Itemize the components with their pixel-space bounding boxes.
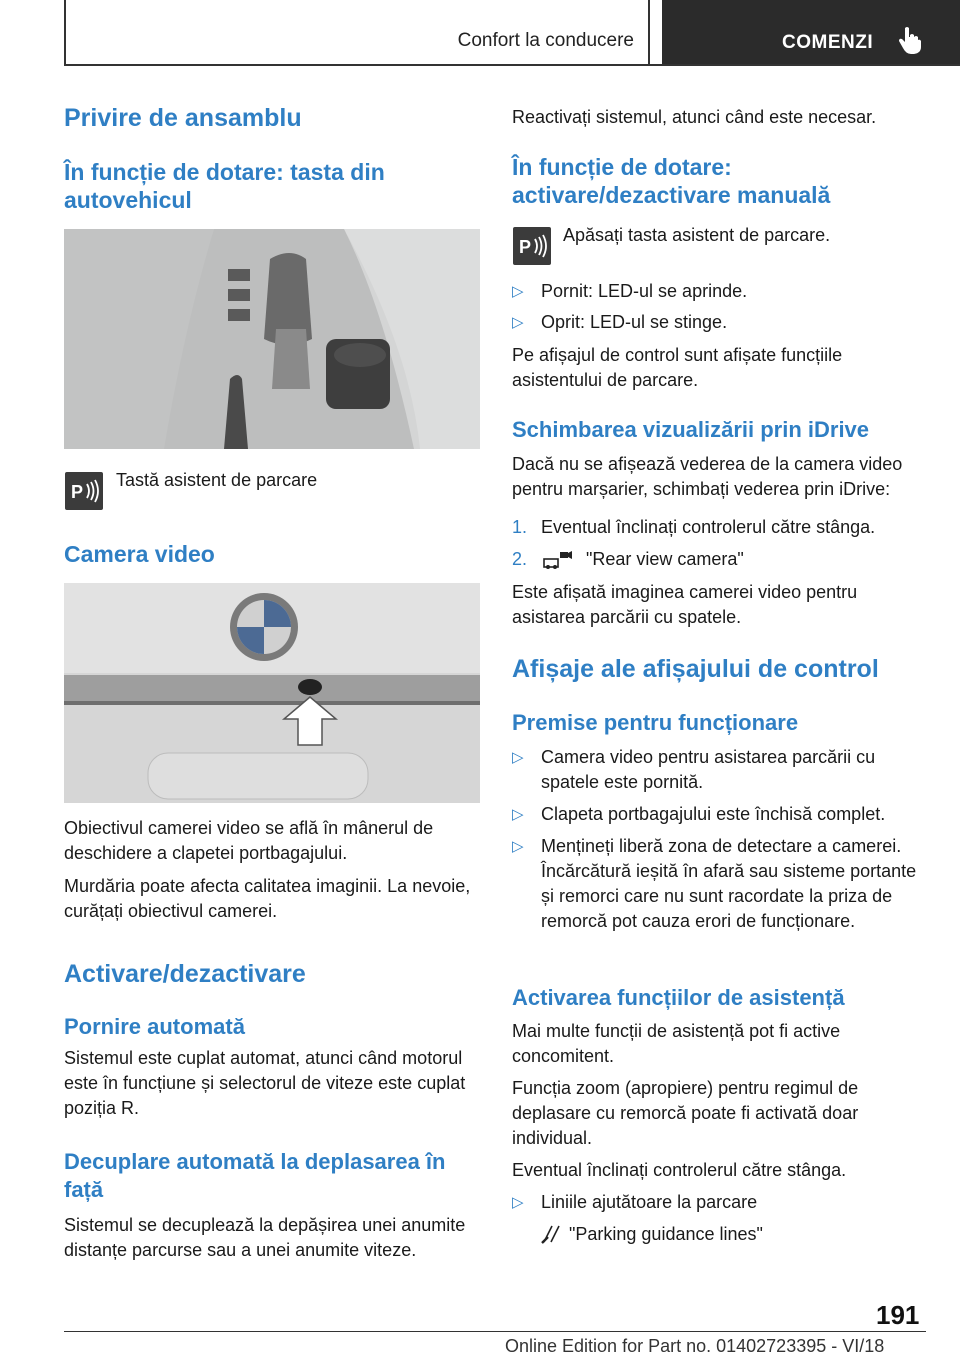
list-item: ▷ Oprit: LED-ul se stinge. <box>512 310 928 335</box>
heading-displays: Afișaje ale afișajului de control <box>512 655 879 683</box>
p-auto-off: Sistemul se decuplează la depășirea unei anumite distanțe parcurse sau a unei anumite viteze. <box>64 1215 466 1260</box>
triangle-bullet-icon: ▷ <box>512 806 524 823</box>
heading-idrive: Schimbarea vizualizării prin iDrive <box>512 417 870 442</box>
heading-activation: Activare/dezactivare <box>64 960 306 988</box>
caption-button: Tastă asistent de parcare <box>116 470 318 490</box>
step-item: 1. Eventual înclinați controlerul către stânga. <box>512 517 876 537</box>
section-title: Confort la conducere <box>457 30 634 51</box>
triangle-bullet-icon: ▷ <box>512 749 524 766</box>
heading-prereq: Premise pentru funcționare <box>512 710 799 735</box>
p-display: Pe afișajul de control sunt afișate funcțiile asistentului de parcare. <box>512 345 843 390</box>
heading-camera: Camera video <box>64 541 215 567</box>
list-item: ▷ Camera video pentru asistarea parcării cu spatele este pornită. <box>512 747 876 792</box>
p-assist-zoom: Funcția zoom (apropiere) pentru regimul de deplasare cu remorcă poate fi activată doar individual. <box>512 1078 859 1148</box>
heading-auto-off: Decuplare automată la deplasarea în față <box>64 1149 446 1202</box>
list-item: ▷ Clapeta portbagajului este închisă complet. <box>512 802 928 827</box>
p-reactivate: Reactivați sistemul, atunci când este necesar. <box>512 107 877 127</box>
step-item: 2. "Rear view camera" <box>512 549 744 569</box>
heading-button: În funcție de dotare: tasta din autovehicul <box>64 159 385 213</box>
console-photo <box>64 229 480 449</box>
triangle-bullet-icon: ▷ <box>512 838 524 855</box>
header-rule <box>64 64 960 66</box>
triangle-bullet-icon: ▷ <box>512 283 524 300</box>
p-camera-location: Obiectivul camerei video se află în mânerul de deschidere a clapetei portbagajului. <box>64 818 434 863</box>
heading-overview: Privire de ansamblu <box>64 104 302 132</box>
svg-text:P: P <box>71 482 84 502</box>
camera-photo <box>64 583 480 803</box>
p-assist-concurrent: Mai multe funcții de asistență pot fi active concomitent. <box>512 1021 841 1066</box>
list-item: ▷ Pornit: LED-ul se aprinde. <box>512 279 928 304</box>
p-camera-clean: Murdăria poate afecta calitatea imaginii. La nevoie, curățați obiectivul camerei. <box>64 876 471 921</box>
list-item: ▷ Mențineți liberă zona de detectare a camerei. Încărcătură ieșită în afară sau sisteme portante și remorci care nu sunt racordate la priza de remorcă pot cauza erori de funcționare. <box>512 836 917 931</box>
footer-edition: Online Edition for Part no. 01402723395 - VI/18 <box>505 1336 885 1356</box>
heading-assist: Activarea funcțiilor de asistență <box>512 985 845 1010</box>
header-tab[interactable] <box>662 0 960 66</box>
park-assist-button-icon-2 <box>513 227 551 265</box>
footer-rule <box>64 1331 926 1332</box>
page-number: 191 <box>876 1300 920 1330</box>
svg-text:P: P <box>519 237 532 257</box>
p-assist-tilt: Eventual înclinați controlerul către stânga. <box>512 1160 847 1180</box>
tab-label: COMENZI <box>782 32 874 53</box>
p-press-button: Apăsați tasta asistent de parcare. <box>563 225 831 245</box>
rear-camera-icon <box>540 549 574 569</box>
p-auto-on: Sistemul este cuplat automat, atunci când motorul este în funcțiune și selectorul de viteze este cuplat poziția R. <box>64 1048 466 1118</box>
p-idrive: Dacă nu se afișează vederea de la camera video pentru marșarier, schimbați vederea prin iDrive: <box>512 454 903 499</box>
heading-manual: În funcție de dotare: activare/dezactivare manuală <box>512 154 831 208</box>
triangle-bullet-icon: ▷ <box>512 314 524 331</box>
heading-auto-on: Pornire automată <box>64 1014 245 1039</box>
header-section <box>64 0 650 66</box>
p-camera-image: Este afișată imaginea camerei video pentru asistarea parcării cu spatele. <box>512 582 858 627</box>
menu-parking-lines: "Parking guidance lines" <box>541 1222 921 1247</box>
park-assist-button-icon <box>65 472 103 510</box>
list-item: ▷ Liniile ajutătoare la parcare <box>512 1190 928 1215</box>
parking-lines-icon <box>541 1224 563 1244</box>
hand-pointer-icon <box>898 26 922 54</box>
triangle-bullet-icon: ▷ <box>512 1194 524 1211</box>
